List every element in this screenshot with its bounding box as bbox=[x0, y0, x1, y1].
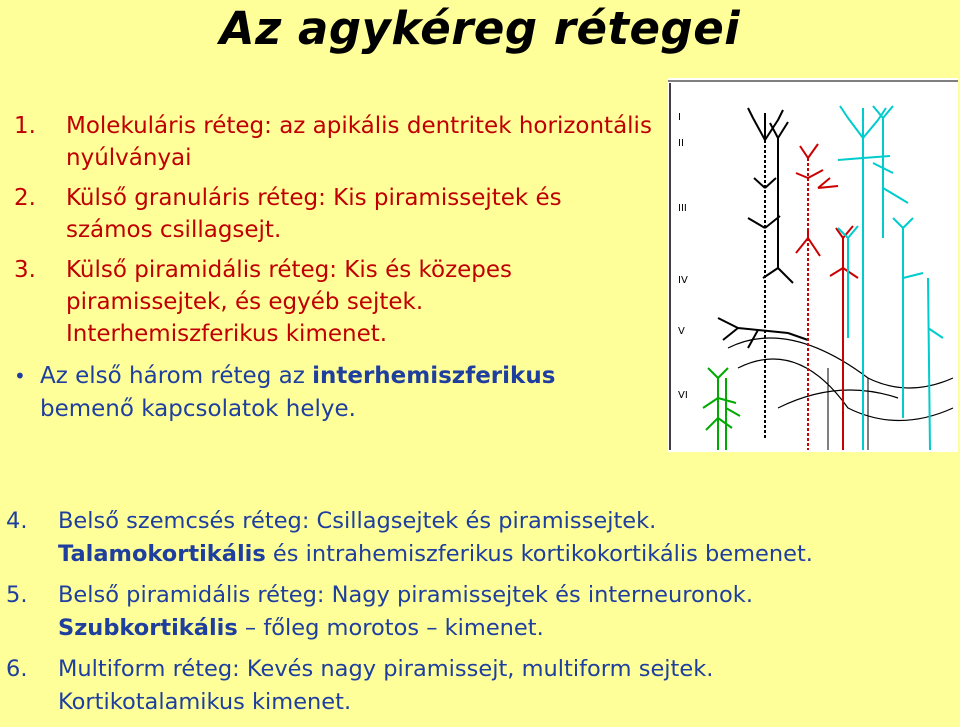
layer-number: 2. bbox=[14, 185, 36, 211]
layer-1-item bbox=[14, 110, 654, 174]
cyan-neurons bbox=[838, 106, 943, 450]
layer-label-iii: III bbox=[678, 203, 687, 214]
layer-description: Belső piramidális réteg: Nagy piramissejtek és interneuronok. bbox=[58, 582, 753, 608]
layer-description: Molekuláris réteg: az apikális dentritek horizontális nyúlványai bbox=[66, 113, 652, 171]
layer-output: Interhemiszferikus kimenet. bbox=[66, 321, 388, 347]
layer-number: 3. bbox=[14, 257, 36, 283]
layer-label-ii: II bbox=[678, 138, 684, 149]
layer-description: Külső granuláris réteg: Kis piramissejtek és számos csillagsejt. bbox=[66, 185, 562, 243]
layer-output-bold: Szubkortikális bbox=[58, 615, 238, 641]
layer-number: 6. bbox=[6, 656, 28, 682]
page-title: Az agykéreg rétegei bbox=[219, 2, 741, 55]
layer-label-i: I bbox=[678, 112, 681, 123]
bullet-text-bold: interhemiszferikus bbox=[312, 363, 556, 389]
lower-layer-list bbox=[6, 505, 956, 719]
layer-number: 4. bbox=[6, 508, 28, 534]
layer-label-vi: VI bbox=[678, 390, 688, 401]
layer-3-item bbox=[14, 254, 654, 350]
bullet-text-pre: Az első három réteg az bbox=[40, 363, 313, 389]
interhemispheric-bullet bbox=[14, 360, 654, 426]
black-neurons bbox=[718, 108, 953, 450]
layer-label-iv: IV bbox=[678, 275, 688, 286]
layer-input-rest: és intrahemiszferikus kortikokortikális bemenet. bbox=[265, 541, 813, 567]
layer-5-item bbox=[6, 579, 956, 645]
layer-output: Kortikotalamikus kimenet. bbox=[58, 689, 352, 715]
neuron-diagram bbox=[668, 78, 958, 452]
layer-description: Külső piramidális réteg: Kis és közepes piramissejtek, és egyéb sejtek. bbox=[66, 257, 513, 315]
layer-6-item bbox=[6, 653, 956, 719]
layer-description: Multiform réteg: Kevés nagy piramissejt, multiform sejtek. bbox=[58, 656, 714, 682]
green-neuron bbox=[703, 368, 740, 450]
cortex-layers-figure bbox=[668, 78, 958, 452]
layer-number: 1. bbox=[14, 113, 36, 139]
layer-4-item bbox=[6, 505, 956, 571]
layer-2-item bbox=[14, 182, 654, 246]
bullet-text-post: bemenő kapcsolatok helye. bbox=[40, 396, 356, 422]
layer-number: 5. bbox=[6, 582, 28, 608]
bullet-icon: • bbox=[14, 364, 26, 388]
layer-input-bold: Talamokortikális bbox=[58, 541, 266, 567]
upper-layer-list bbox=[14, 110, 654, 426]
layer-description: Belső szemcsés réteg: Csillagsejtek és piramissejtek. bbox=[58, 508, 657, 534]
layer-label-v: V bbox=[678, 326, 685, 337]
layer-output-rest: – főleg morotos – kimenet. bbox=[237, 615, 544, 641]
